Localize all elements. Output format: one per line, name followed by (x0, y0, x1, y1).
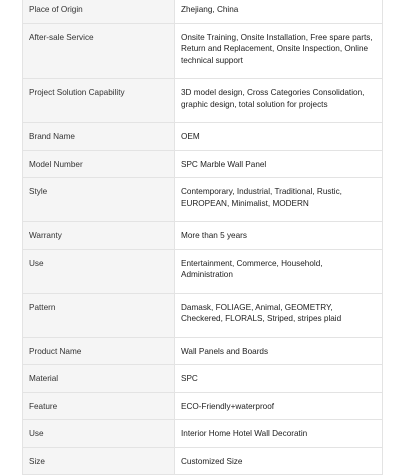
spec-row-use-2 (23, 420, 383, 448)
spec-row-place-of-origin (23, 0, 383, 23)
spec-row-warranty (23, 222, 383, 250)
spec-label: Model Number (23, 150, 175, 178)
spec-value: Damask, FOLIAGE, Animal, GEOMETRY, Checkered, FLORALS, Striped, stripes plaid (175, 293, 383, 337)
spec-row-brand-name (23, 123, 383, 151)
spec-value: Interior Home Hotel Wall Decoratin (175, 420, 383, 448)
spec-value: Zhejiang, China (175, 0, 383, 23)
spec-label: Use (23, 249, 175, 293)
spec-value: More than 5 years (175, 222, 383, 250)
spec-label: Pattern (23, 293, 175, 337)
spec-value: Customized Size (175, 447, 383, 475)
spec-value: SPC (175, 365, 383, 393)
spec-label: Warranty (23, 222, 175, 250)
spec-label: Material (23, 365, 175, 393)
spec-label: Style (23, 178, 175, 222)
spec-value: SPC Marble Wall Panel (175, 150, 383, 178)
spec-label: Use (23, 420, 175, 448)
spec-label: Place of Origin (23, 0, 175, 23)
spec-row-after-sale-service (23, 23, 383, 79)
spec-value: ECO-Friendly+waterproof (175, 392, 383, 420)
spec-value: Entertainment, Commerce, Household, Administration (175, 249, 383, 293)
spec-value: Wall Panels and Boards (175, 337, 383, 365)
spec-value: 3D model design, Cross Categories Consolidation, graphic design, total solution for projects (175, 79, 383, 123)
spec-label: Project Solution Capability (23, 79, 175, 123)
spec-label: After-sale Service (23, 23, 175, 79)
spec-row-feature (23, 392, 383, 420)
spec-row-pattern (23, 293, 383, 337)
spec-label: Brand Name (23, 123, 175, 151)
spec-value: OEM (175, 123, 383, 151)
spec-row-model-number (23, 150, 383, 178)
spec-label: Product Name (23, 337, 175, 365)
product-spec-table (22, 0, 383, 475)
spec-row-project-solution (23, 79, 383, 123)
spec-row-use (23, 249, 383, 293)
spec-value: Onsite Training, Onsite Installation, Free spare parts, Return and Replacement, Onsite Inspection, Online technical support (175, 23, 383, 79)
spec-label: Feature (23, 392, 175, 420)
spec-row-material (23, 365, 383, 393)
spec-label: Size (23, 447, 175, 475)
spec-row-style (23, 178, 383, 222)
spec-row-product-name (23, 337, 383, 365)
spec-value: Contemporary, Industrial, Traditional, Rustic, EUROPEAN, Minimalist, MODERN (175, 178, 383, 222)
spec-row-size (23, 447, 383, 475)
